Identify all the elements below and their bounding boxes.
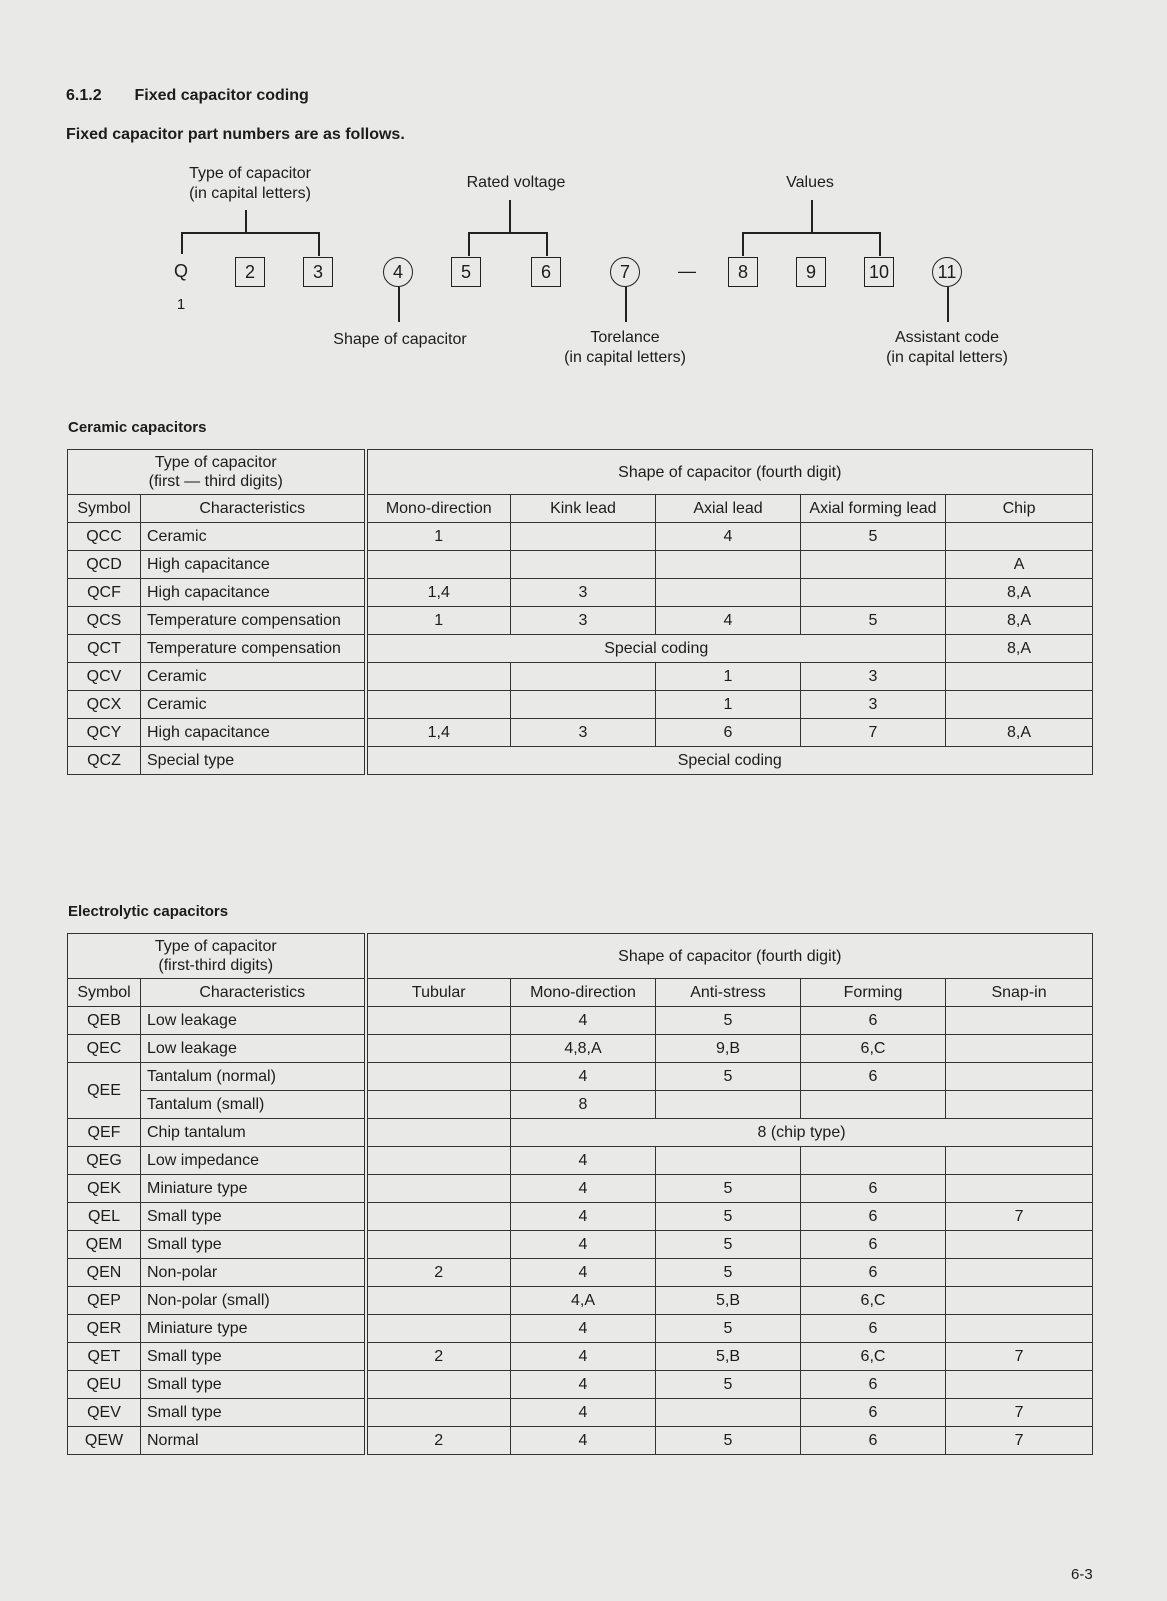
value-cell: 6 [801,1203,946,1231]
value-cell [946,691,1093,719]
value-cell: 4 [511,1175,656,1203]
intro-text: Fixed capacitor part numbers are as follows. [66,126,405,143]
ceramic-col-header: Chip [946,495,1093,523]
table-row [68,1259,1093,1287]
table-row [68,663,1093,691]
symbol-cell: QEP [68,1287,141,1315]
table-row [68,1147,1093,1175]
value-cell: 8,A [946,719,1093,747]
value-cell [366,1231,511,1259]
value-cell [946,1091,1093,1119]
value-cell [946,1231,1093,1259]
ceramic-col-header: Axial lead [656,495,801,523]
electrolytic-col-header: Snap-in [946,979,1093,1007]
electrolytic-title: Electrolytic capacitors [68,903,229,920]
value-cell: 4 [511,1231,656,1259]
symbol-cell: QEK [68,1175,141,1203]
symbol-cell: QCV [68,663,141,691]
value-cell: 7 [946,1203,1093,1231]
page-number: 6-3 [1071,1566,1093,1583]
value-cell: 8 [511,1091,656,1119]
table-row [68,523,1093,551]
digit-10: 10 [864,257,894,287]
digit-9: 9 [796,257,826,287]
value-cell [366,1287,511,1315]
table-row [68,551,1093,579]
table-row [68,719,1093,747]
value-cell: 4 [511,1343,656,1371]
symbol-cell: QER [68,1315,141,1343]
value-cell: 5 [656,1315,801,1343]
value-cell: 6 [801,1371,946,1399]
value-cell [946,1259,1093,1287]
symbol-cell: QEE [68,1063,141,1119]
table-row [68,1175,1093,1203]
table-row [68,1035,1093,1063]
table-row [68,1091,1093,1119]
symbol-cell: QEB [68,1007,141,1035]
ceramic-char-header: Characteristics [141,495,366,523]
value-cell: 1 [366,523,511,551]
value-cell: 6,C [801,1287,946,1315]
electrolytic-type-header: Type of capacitor (first-third digits) [68,934,366,979]
value-cell: 5 [656,1427,801,1455]
value-cell [366,1119,511,1147]
value-cell [946,1035,1093,1063]
digit-8: 8 [728,257,758,287]
value-cell: 6 [801,1007,946,1035]
ceramic-type-header: Type of capacitor (first — third digits) [68,450,366,495]
value-cell [511,551,656,579]
characteristics-cell: Temperature compensation [141,635,366,663]
electrolytic-char-header: Characteristics [141,979,366,1007]
symbol-cell: QCD [68,551,141,579]
value-cell: 5 [656,1259,801,1287]
value-cell [511,691,656,719]
table-row [68,1063,1093,1091]
value-cell [656,1091,801,1119]
value-cell: 1 [656,691,801,719]
symbol-cell: QCF [68,579,141,607]
special-coding-cell: Special coding [366,635,946,663]
symbol-cell: QEU [68,1371,141,1399]
value-cell: 4 [511,1147,656,1175]
digit-11: 11 [932,257,962,287]
value-cell: 6,C [801,1035,946,1063]
value-cell [366,551,511,579]
value-cell: 4 [656,607,801,635]
value-cell: 8,A [946,635,1093,663]
value-cell: 3 [511,579,656,607]
symbol-cell: QEM [68,1231,141,1259]
table-row [68,1371,1093,1399]
value-cell: 4 [656,523,801,551]
value-cell: 7 [946,1399,1093,1427]
section-number: 6.1.2 [66,87,102,104]
value-cell: A [946,551,1093,579]
characteristics-cell: Low leakage [141,1007,366,1035]
value-cell: 4 [511,1371,656,1399]
symbol-cell: QEN [68,1259,141,1287]
symbol-cell: QEG [68,1147,141,1175]
value-cell [366,1315,511,1343]
characteristics-cell: Small type [141,1231,366,1259]
value-cell: 6 [801,1315,946,1343]
q-index: 1 [176,296,186,313]
table-row [68,607,1093,635]
value-cell: 4 [511,1203,656,1231]
value-cell [946,1371,1093,1399]
digit-5: 5 [451,257,481,287]
digit-2: 2 [235,257,265,287]
section-title: Fixed capacitor coding [134,87,309,104]
special-coding-cell: Special coding [366,747,1093,775]
value-cell: 7 [801,719,946,747]
table-row [68,579,1093,607]
characteristics-cell: High capacitance [141,719,366,747]
characteristics-cell: Low impedance [141,1147,366,1175]
digit-7: 7 [610,257,640,287]
table-row [68,747,1093,775]
value-cell [656,1399,801,1427]
value-cell [946,1287,1093,1315]
characteristics-cell: Small type [141,1399,366,1427]
value-cell: 2 [366,1343,511,1371]
value-cell: 7 [946,1343,1093,1371]
values-label: Values [786,174,834,191]
characteristics-cell: Normal [141,1427,366,1455]
value-cell: 7 [946,1427,1093,1455]
value-cell [366,1007,511,1035]
characteristics-cell: Special type [141,747,366,775]
value-cell: 8,A [946,579,1093,607]
value-cell: 6 [801,1175,946,1203]
electrolytic-col-header: Forming [801,979,946,1007]
value-cell: 4,8,A [511,1035,656,1063]
characteristics-cell: Small type [141,1343,366,1371]
value-cell [656,551,801,579]
value-cell: 6 [801,1399,946,1427]
value-cell [801,551,946,579]
value-cell [946,1007,1093,1035]
value-cell [946,1175,1093,1203]
symbol-cell: QCX [68,691,141,719]
electrolytic-col-header: Anti-stress [656,979,801,1007]
value-cell: 3 [801,663,946,691]
characteristics-cell: Tantalum (small) [141,1091,366,1119]
value-cell: 5 [656,1371,801,1399]
digit-3: 3 [303,257,333,287]
value-cell [946,663,1093,691]
characteristics-cell: Ceramic [141,663,366,691]
value-cell: 2 [366,1259,511,1287]
value-cell: 6 [656,719,801,747]
value-cell [511,663,656,691]
q-letter: Q [173,261,188,281]
symbol-cell: QEL [68,1203,141,1231]
value-cell [656,579,801,607]
value-cell: 3 [801,691,946,719]
symbol-cell: QCZ [68,747,141,775]
electrolytic-shape-header: Shape of capacitor (fourth digit) [366,934,1093,979]
value-cell [366,1035,511,1063]
table-row [68,1007,1093,1035]
value-cell: 5 [656,1231,801,1259]
table-row [68,1231,1093,1259]
value-cell: 1 [366,607,511,635]
value-cell [946,1063,1093,1091]
value-cell [366,691,511,719]
value-cell [801,579,946,607]
characteristics-cell: Chip tantalum [141,1119,366,1147]
value-cell [366,1091,511,1119]
characteristics-cell: Tantalum (normal) [141,1063,366,1091]
characteristics-cell: Non-polar [141,1259,366,1287]
table-row [68,691,1093,719]
value-cell: 5 [656,1007,801,1035]
ceramic-col-header: Mono-direction [366,495,511,523]
value-cell [801,1091,946,1119]
symbol-cell: QCY [68,719,141,747]
value-cell: 3 [511,607,656,635]
value-cell: 5 [656,1203,801,1231]
chip-type-cell: 8 (chip type) [511,1119,1093,1147]
symbol-cell: QCT [68,635,141,663]
value-cell: 4 [511,1063,656,1091]
value-cell [366,1371,511,1399]
value-cell: 6 [801,1259,946,1287]
ceramic-col-header: Axial forming lead [801,495,946,523]
table-row [68,1287,1093,1315]
value-cell [511,523,656,551]
ceramic-symbol-header: Symbol [68,495,141,523]
value-cell: 6 [801,1063,946,1091]
digit-6: 6 [531,257,561,287]
table-row [68,1119,1093,1147]
digit-4: 4 [383,257,413,287]
value-cell: 4 [511,1427,656,1455]
value-cell: 5 [656,1063,801,1091]
symbol-cell: QEC [68,1035,141,1063]
characteristics-cell: Ceramic [141,691,366,719]
tolerance-label: Torelance (in capital letters) [564,329,686,366]
ceramic-table [67,449,1093,775]
ceramic-title: Ceramic capacitors [68,419,207,436]
characteristics-cell: Non-polar (small) [141,1287,366,1315]
value-cell: 4 [511,1399,656,1427]
value-cell: 6 [801,1231,946,1259]
electrolytic-symbol-header: Symbol [68,979,141,1007]
characteristics-cell: Ceramic [141,523,366,551]
value-cell: 1,4 [366,579,511,607]
value-cell [801,1147,946,1175]
value-cell: 5 [801,607,946,635]
value-cell [946,523,1093,551]
symbol-cell: QCS [68,607,141,635]
characteristics-cell: Temperature compensation [141,607,366,635]
value-cell: 1 [656,663,801,691]
electrolytic-col-header: Tubular [366,979,511,1007]
characteristics-cell: Miniature type [141,1315,366,1343]
value-cell [946,1315,1093,1343]
value-cell [656,1147,801,1175]
value-cell: 8,A [946,607,1093,635]
symbol-cell: QEV [68,1399,141,1427]
value-cell: 4 [511,1259,656,1287]
value-cell [366,1399,511,1427]
table-row [68,1427,1093,1455]
value-cell [366,663,511,691]
symbol-cell: QEF [68,1119,141,1147]
characteristics-cell: Small type [141,1203,366,1231]
ceramic-shape-header: Shape of capacitor (fourth digit) [366,450,1093,495]
ceramic-col-header: Kink lead [511,495,656,523]
value-cell [946,1147,1093,1175]
electrolytic-table [67,933,1093,1455]
table-row [68,1203,1093,1231]
symbol-cell: QCC [68,523,141,551]
dash: — [678,261,696,281]
value-cell: 9,B [656,1035,801,1063]
assistant-label: Assistant code (in capital letters) [886,329,1008,366]
value-cell [366,1203,511,1231]
characteristics-cell: High capacitance [141,579,366,607]
table-row [68,1343,1093,1371]
value-cell: 6 [801,1427,946,1455]
value-cell [366,1175,511,1203]
value-cell: 6,C [801,1343,946,1371]
value-cell: 1,4 [366,719,511,747]
electrolytic-col-header: Mono-direction [511,979,656,1007]
table-row [68,1315,1093,1343]
symbol-cell: QEW [68,1427,141,1455]
symbol-cell: QET [68,1343,141,1371]
value-cell [366,1147,511,1175]
characteristics-cell: High capacitance [141,551,366,579]
value-cell: 4 [511,1315,656,1343]
table-row [68,1399,1093,1427]
characteristics-cell: Small type [141,1371,366,1399]
part-number-diagram [0,0,1167,420]
value-cell: 5,B [656,1343,801,1371]
value-cell: 4,A [511,1287,656,1315]
characteristics-cell: Low leakage [141,1035,366,1063]
value-cell: 2 [366,1427,511,1455]
value-cell: 5 [801,523,946,551]
characteristics-cell: Miniature type [141,1175,366,1203]
value-cell: 5 [656,1175,801,1203]
value-cell: 3 [511,719,656,747]
value-cell: 4 [511,1007,656,1035]
rated-voltage-label: Rated voltage [466,174,566,191]
value-cell: 5,B [656,1287,801,1315]
type-label: Type of capacitor (in capital letters) [189,165,311,202]
table-row [68,635,1093,663]
value-cell [366,1063,511,1091]
shape-label: Shape of capacitor [333,331,467,348]
